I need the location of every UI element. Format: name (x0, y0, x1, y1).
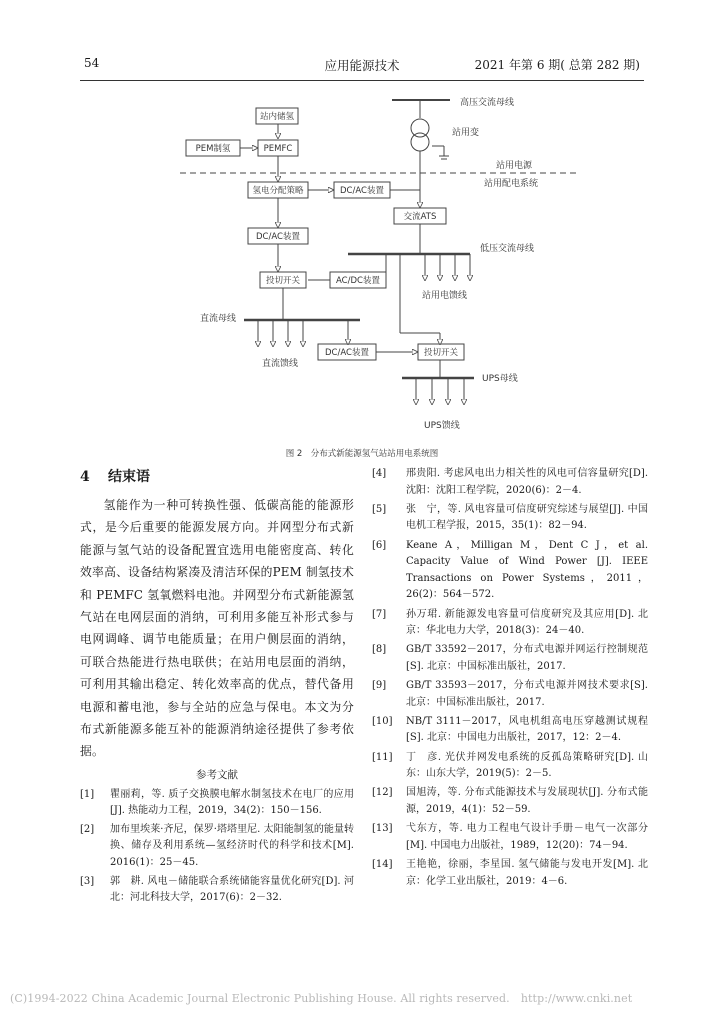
section-heading (80, 468, 354, 486)
transformer-label: 站用变 (452, 128, 480, 138)
dc-bus-label: 直流母线 (200, 314, 237, 324)
station-power-label: 站用电源 (496, 161, 533, 171)
reference-text: GB/T 33592－2017，分布式电源并网运行控制规范[S]. 北京：中国标准出版社，2017. (406, 644, 648, 672)
dc-feeders-label: 直流馈线 (262, 359, 299, 369)
reference-text: NB/T 3111－2017，风电机组高电压穿越测试规程[S]. 北京：中国电力出版社，2017，12：2－4. (406, 715, 648, 744)
reference-number: [8] (372, 644, 387, 656)
reference-item (372, 466, 648, 499)
reference-item (372, 857, 648, 890)
figure-system-diagram (170, 88, 590, 443)
reference-number: [12] (372, 787, 393, 799)
transformer-lower (411, 133, 429, 151)
reference-text: 张 宁，等. 风电容量可信度研究综述与展望[J]. 中国电机工程学报，2015，35(1)：82－94. (406, 503, 648, 532)
reference-item (372, 821, 648, 854)
reference-text: 邢贵阳. 考虑风电出力相关性的风电可信容量研究[D]. 沈阳：沈阳工程学院，2020(6)：2－4. (406, 468, 648, 496)
reference-text: 瞿丽莉，等. 质子交换膜电解水制氢技术在电厂的应用[J]. 热能动力工程，2019，34(2)：150－156. (110, 788, 354, 817)
references-heading: 参考文献 (196, 768, 238, 781)
switch-bottom-label: 投切开关 (423, 348, 459, 358)
ac-ats-label: 交流ATS (403, 212, 437, 222)
reference-number: [6] (372, 539, 387, 551)
reference-text: 丁 彦. 光伏并网发电系统的反孤岛策略研究[D]. 山东：山东大学，2019(5)：2－5. (406, 751, 648, 780)
issue-info: 2021 年第 6 期( 总第 282 期) (474, 58, 640, 72)
reference-number: [4] (372, 468, 387, 479)
reference-item (372, 502, 648, 535)
reference-item (372, 607, 648, 640)
reference-item (372, 678, 648, 711)
reference-number: [2] (80, 824, 95, 836)
acdc-label: AC/DC装置 (336, 276, 380, 286)
h2-dispatch-label: 氢电分配策略 (252, 186, 304, 196)
reference-number: [7] (372, 608, 387, 620)
header-rule (80, 80, 644, 81)
copyright-footer: (C)1994-2022 China Academic Journal Electronic Publishing House. All rights reserved. http://www.cnki.net (10, 992, 633, 1005)
page-number: 54 (84, 56, 100, 70)
pem-h2-label: PEM制氢 (195, 144, 231, 154)
station-feeders-label: 站用电馈线 (422, 291, 468, 301)
h2-storage-label: 站内储氢 (259, 112, 295, 122)
reference-item (80, 874, 354, 907)
figure-caption: 图 2 分布式新能源氢气站站用电系统图 (285, 449, 439, 459)
reference-item (80, 822, 354, 871)
conclusion-paragraph: 氢能作为一种可转换性强、低碳高能的能源形式，是今后重要的能源发展方向。并网型分布式新能源与氢气站的设备配置宜选用电能密度高、转化效率高、设备结构紧凑及清洁环保的PEM 制氢技术和 PEMFC 氢氧燃料电池。并网型分布式新能源氢气站在电网层面的消纳，可利用多能互补形式参与电网调峰、调节电能质量；在用户侧层面的消纳，可联合热能进行热电联供；在站用电层面的消纳，可利用其输出稳定、转化效率高的优点，替代备用电源和蓄电池，参与全站的应急与保电。本文为分布式新能源多能互补的能源消纳途径提供了参考依据。 (80, 498, 354, 759)
dcac-left-label: DC/AC装置 (256, 232, 300, 242)
ups-feeders-label: UPS馈线 (424, 421, 460, 431)
reference-text: 王艳艳，徐丽，李星国. 氢气储能与发电开发[M]. 北京：化学工业出版社，2019：4－6. (406, 859, 648, 887)
dcac-bottom-label: DC/AC装置 (325, 348, 369, 358)
pemfc-label: PEMFC (263, 144, 293, 154)
reference-text: GB/T 33593－2017，分布式电源并网技术要求[S]. 北京：中国标准出版社，2017. (406, 680, 648, 708)
section-number: 4 (80, 469, 90, 485)
reference-number: [1] (80, 788, 95, 800)
reference-item (80, 787, 354, 820)
section-title: 结束语 (108, 469, 150, 485)
reference-text: 孙万珺. 新能源发电容量可信度研究及其应用[D]. 北京：华北电力大学，2018(3)：24－40. (406, 608, 648, 637)
reference-text: 郭 耕. 风电－储能联合系统储能容量优化研究[D]. 河北：河北科技大学，2017(6)：2－32. (110, 875, 354, 904)
ups-bus-label: UPS母线 (482, 374, 518, 384)
left-column (80, 466, 354, 909)
station-distribution-label: 站用配电系统 (484, 179, 539, 189)
reference-number: [13] (372, 823, 393, 835)
reference-number: [11] (372, 751, 393, 763)
reference-text: 加布里埃莱·齐尼，保罗·塔塔里尼. 太阳能制氢的能量转换、储存及利用系统—氢经济时代的科学和技术[M]. 2016(1)：25－45. (110, 824, 354, 868)
reference-number: [9] (372, 680, 387, 692)
reference-text: 国旭涛，等. 分布式能源技术与发展现状[J]. 分布式能源，2019，4(1)：52－59. (406, 787, 648, 816)
journal-title: 应用能源技术 (324, 58, 400, 73)
reference-text: Keane A，Milligan M，Dent C J，et al. Capacity Value of Wind Power [J]. IEEE Transactions on Power Systems，2011，26(2)：564－572. (406, 539, 648, 601)
reference-item (372, 642, 648, 675)
reference-item (372, 785, 648, 818)
transformer-upper (411, 119, 429, 137)
reference-number: [5] (372, 503, 387, 515)
hv-bus-label: 高压交流母线 (460, 98, 515, 108)
reference-number: [14] (372, 859, 393, 870)
reference-number: [3] (80, 875, 95, 887)
dcac-top-label: DC/AC装置 (340, 186, 384, 196)
switch-left-label: 投切开关 (265, 276, 301, 286)
reference-item (372, 538, 648, 604)
lv-bus-label: 低压交流母线 (480, 244, 535, 254)
right-column (372, 466, 648, 893)
reference-item (372, 750, 648, 783)
reference-text: 弋东方，等. 电力工程电气设计手册－电气一次部分[M]. 中国电力出版社，1989，12(20)：74－94. (406, 823, 648, 851)
reference-item (372, 714, 648, 747)
reference-number: [10] (372, 715, 393, 727)
